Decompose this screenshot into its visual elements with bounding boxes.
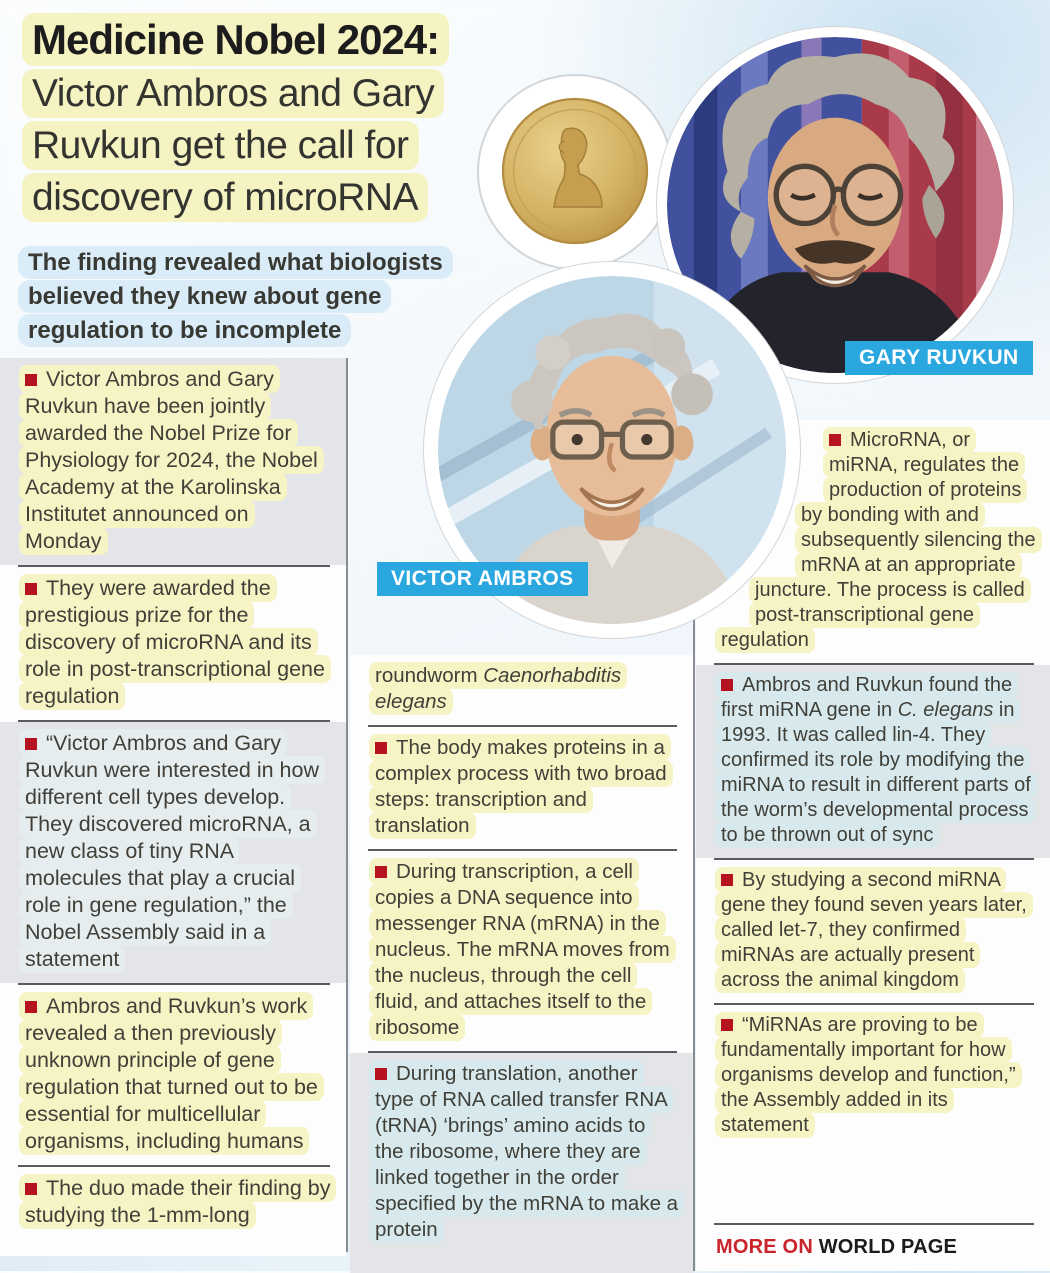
gary-ruvkun-label: GARY RUVKUN [845, 341, 1033, 375]
news-item [350, 1053, 693, 1273]
bullet-icon [721, 1019, 733, 1031]
footer [696, 1223, 1050, 1271]
standfirst-text: The finding revealed what biologists believed they knew about gene regulation to be incomplete [18, 246, 453, 347]
bullet-icon [721, 679, 733, 691]
bullet-icon [829, 434, 841, 446]
news-item [350, 851, 693, 1051]
news-item [0, 1167, 346, 1239]
news-item [696, 1005, 1050, 1148]
bullet-icon [375, 1068, 387, 1080]
page-title: Medicine Nobel 2024: [22, 13, 449, 66]
column-middle [350, 655, 693, 1271]
nobel-medal-icon [500, 96, 650, 246]
news-item [696, 860, 1050, 1003]
page-subtitle-names: Victor Ambros and Gary Ruvkun get the call for discovery of microRNA [22, 69, 444, 222]
column-left [0, 358, 346, 1256]
species-name: Caenorhabditis elegans [375, 664, 622, 713]
news-item [0, 985, 346, 1165]
more-on-label: MORE ON [716, 1236, 819, 1258]
news-text: The duo made their finding by studying the 1-mm-long [25, 1176, 331, 1227]
news-text: MicroRNA, or miRNA, regulates the production of proteins by bonding with and subsequently silencing the mRNA at an appropriate juncture. The process is called post-transcriptional gene regulation [721, 429, 1036, 651]
bullet-icon [721, 874, 733, 886]
news-item [0, 722, 346, 983]
news-text: During translation, another type of RNA called transfer RNA (tRNA) ‘brings’ amino acids to the ribosome, where they are linked together in the order specified by the mRNA to make a protein [375, 1062, 679, 1241]
news-item-continuation [350, 655, 693, 725]
news-text: Ambros and Ruvkun’s work revealed a then previously unknown principle of gene regulation that turned out to be essential for multicellular organisms, including humans [25, 994, 318, 1153]
news-text: During transcription, a cell copies a DNA sequence into messenger RNA (mRNA) in the nucleus. The mRNA moves from the nucleus, through the cell fluid, and attaches itself to the ribosome [375, 860, 670, 1039]
bullet-icon [25, 583, 37, 595]
news-text: “Victor Ambros and Gary Ruvkun were interested in how different cell types develop. They discovered microRNA, a new class of tiny RNA molecules that play a crucial role in gene regulation,” the Nobel Assembly said in a statement [25, 731, 319, 971]
species-name: C. elegans [897, 699, 994, 721]
news-text: “MiRNAs are proving to be fundamentally important for how organisms develop and function,” the Assembly added in its statement [721, 1014, 1016, 1136]
bullet-icon [25, 738, 37, 750]
news-item [696, 665, 1050, 858]
bullet-icon [25, 1183, 37, 1195]
headline [22, 12, 484, 224]
news-text: They were awarded the prestigious prize for the discovery of microRNA and its role in post-transcriptional gene regulation [25, 576, 325, 708]
bullet-icon [25, 1001, 37, 1013]
news-text: By studying a second miRNA gene they found seven years later, called let-7, they confirmed miRNAs are actually present across the animal kingdom [721, 869, 1027, 991]
world-page-label: WORLD PAGE [818, 1236, 958, 1258]
news-item [0, 567, 346, 720]
news-text: The body makes proteins in a complex process with two broad steps: transcription and translation [375, 736, 667, 837]
bullet-icon [25, 374, 37, 386]
bullet-icon [375, 742, 387, 754]
news-text: roundworm [375, 664, 484, 687]
news-text: Ambros and Ruvkun found the first miRNA gene in [721, 674, 1013, 721]
news-item [0, 358, 346, 565]
column-divider [346, 358, 348, 1252]
news-item [350, 727, 693, 849]
news-text: in 1993. It was called lin-4. They confirmed its role by modifying the miRNA to result in different parts of the worm’s developmental process to be thrown out of sync [721, 699, 1031, 846]
headline-bold-line [22, 12, 484, 68]
standfirst [18, 246, 454, 348]
bullet-icon [375, 866, 387, 878]
victor-ambros-label: VICTOR AMBROS [377, 562, 588, 596]
news-text: Victor Ambros and Gary Ruvkun have been jointly awarded the Nobel Prize for Physiology for 2024, the Nobel Academy at the Karolinska Institutet announced on Monday [25, 367, 318, 553]
headline-light-lines [22, 68, 484, 224]
